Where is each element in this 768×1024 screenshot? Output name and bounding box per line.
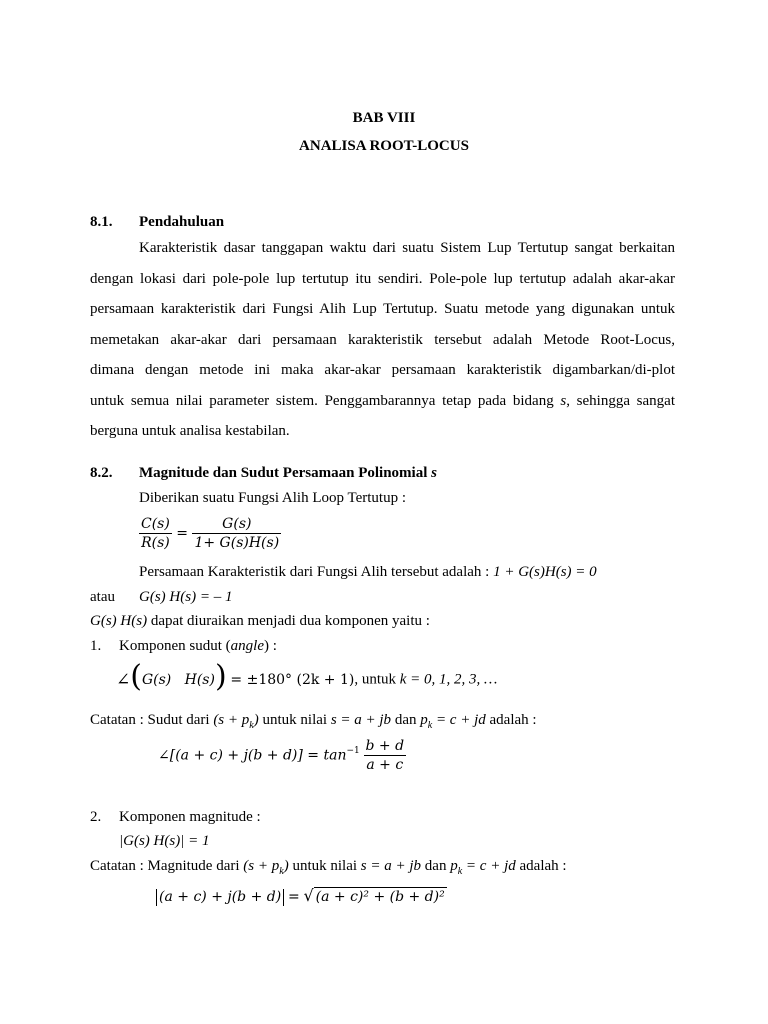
paragraph-line: berguna untuk analisa kestabilan. xyxy=(90,423,290,439)
characteristic-equation-line: Persamaan Karakteristik dari Fungsi Alih tersebut adalah : 1 + G(s)H(s) = 0 xyxy=(139,564,597,580)
angle-note: Catatan : Sudut dari $(s + p_k)$ untuk nilai s = a + jb dan $p_k = c$ + jd adalah : xyxy=(90,712,537,731)
section-title-8-1: Pendahuluan xyxy=(139,214,225,230)
section-number-8-2: 8.2. xyxy=(90,465,113,481)
paragraph-line: Karakteristik dasar tanggapan waktu dari suatu Sistem Lup Tertutup sangat berkaitan xyxy=(139,240,675,256)
item-number-1: 1. xyxy=(90,638,102,654)
transfer-function-equation: $\frac{C(s)}{R(s)}$ = $\frac{G(s)}{1+ G(s)H(s)}$ xyxy=(141,516,280,551)
paragraph-line: dengan lokasi dari pole-pole lup tertutup itu sendiri. Pole-pole lup tertutup adalah akar-akar xyxy=(90,270,675,287)
square-root: √ (a + c)² + (b + d)² xyxy=(303,886,445,905)
section-number-8-1: 8.1. xyxy=(90,214,113,230)
item-1-text: Komponen sudut (angle) : xyxy=(119,638,277,654)
chapter-title: ANALISA ROOT-LOCUS xyxy=(299,138,469,154)
magnitude-note: Catatan : Magnitude dari $(s + p_k)$ untuk nilai s = a + jb dan $p_k = c$ + jd adalah : xyxy=(90,858,567,877)
paragraph-line: persamaan karakteristik dari Fungsi Alih Lup Tertutup. Suatu metode yang digunakan untuk xyxy=(90,301,675,317)
item-number-2: 2. xyxy=(90,809,102,825)
paragraph-line: dimana dengan metode ini maka akar-akar persamaan karakteristik digambarkan/di-plot xyxy=(90,362,675,378)
paragraph-line: memetakan akar-akar dari persamaan karakteristik tersebut adalah Metode Root-Locus, xyxy=(90,331,675,348)
angle-formula: ∠[(a + $c) + j(b + d)] = \tan^{-1}$ $\frac{b + d}{a + c}$ xyxy=(158,738,405,773)
paragraph-line: untuk semua nilai parameter sistem. Penggambarannya tetap pada bidang s, sehingga sangat xyxy=(90,392,676,409)
magnitude-formula: (a + c) + j(b + d) = √ (a + c)² + (b + d)² xyxy=(156,886,447,906)
maka-line: G(s) H(s) dapat diuraikan menjadi dua komponen yaitu : xyxy=(90,613,430,629)
intro-text: Diberikan suatu Fungsi Alih Loop Tertutup : xyxy=(139,490,406,506)
chapter-label: BAB VIII xyxy=(352,110,416,126)
section-title-8-2: Magnitude dan Sudut Persamaan Polinomial s xyxy=(139,465,437,481)
item-2-text: Komponen magnitude : xyxy=(119,809,261,825)
absolute-value: (a + c) + j(b + d) xyxy=(156,889,284,906)
atau-equation: G(s) H(s) = – 1 xyxy=(139,589,233,605)
angle-condition-equation: ∠(G(s) H(s)) = ±180° (2k + 1), untuk k = 0, 1, 2, 3, … xyxy=(116,659,498,694)
magnitude-condition-equation: |G(s) H(s)| = 1 xyxy=(119,833,210,849)
atau-label: atau xyxy=(90,589,115,605)
section-8-1-paragraph xyxy=(90,233,675,447)
